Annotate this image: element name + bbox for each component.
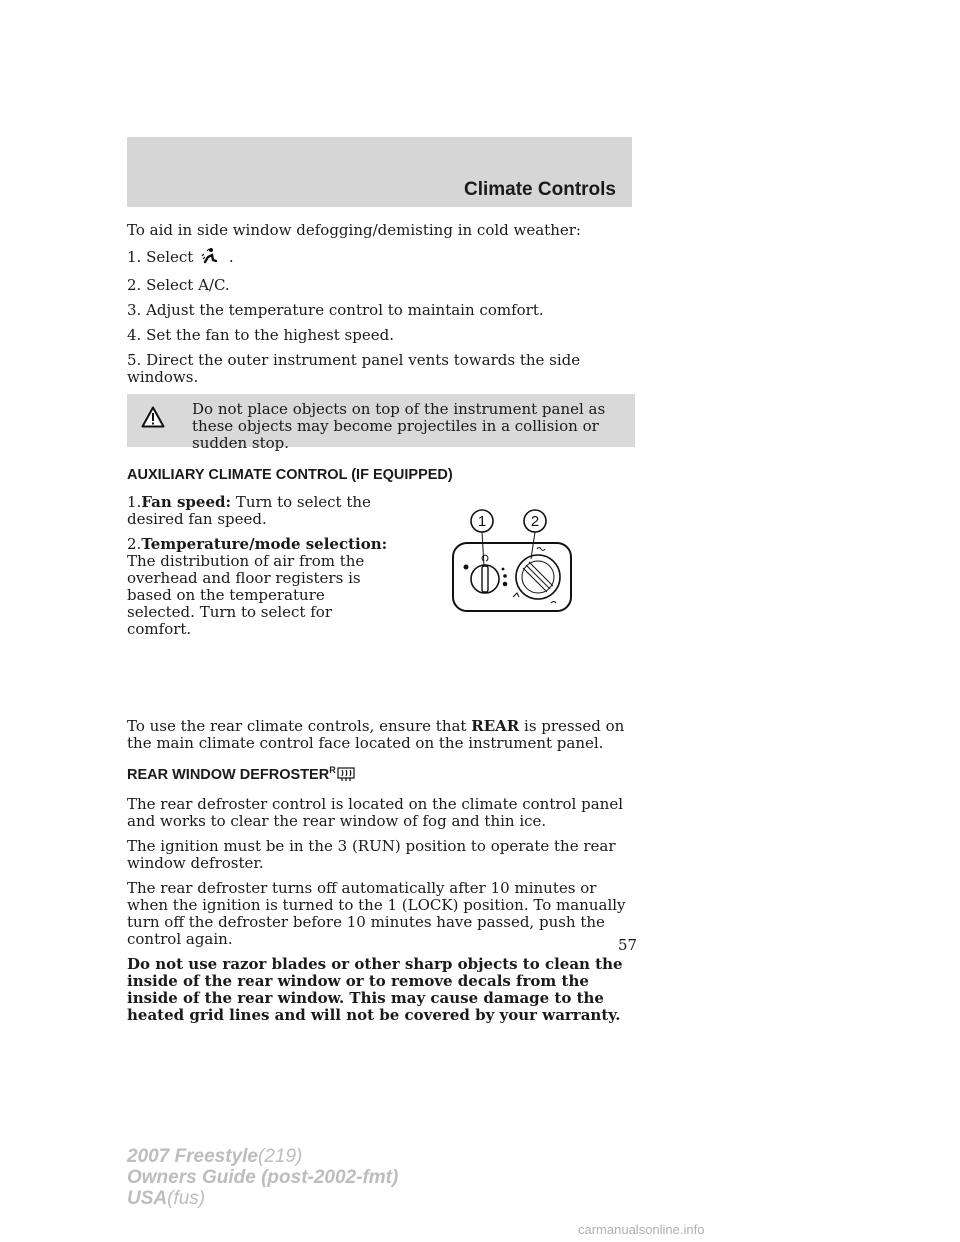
footer-model-code: (219) (258, 1146, 303, 1167)
defroster-heading-sup: R (329, 765, 336, 775)
defog-step-5: 5. Direct the outer instrument panel vents towards the side windows. (127, 351, 581, 386)
defroster-paragraph-3: The rear defroster turns off automatically after 10 minutes or when the ignition is turned to the 1 (LOCK) position. To manually turn off the defroster before 10 minutes have passed, push the control again. (127, 878, 626, 948)
defroster-paragraph-2: The ignition must be in the 3 (RUN) position to operate the rear window defroster. (127, 836, 616, 872)
aux-item-2-text: The distribution of air from the overhead and floor registers is based on the temperature selected. Turn to select for comfort. (127, 552, 365, 638)
callout-1 (471, 510, 493, 532)
defroster-paragraph-1: The rear defroster control is located on the climate control panel and works to clear the rear window of fog and thin ice. (127, 794, 624, 830)
aux-control-figure (451, 509, 573, 613)
aux-item-1-number: 1. (127, 493, 142, 511)
footer-line-1 (127, 1146, 398, 1167)
footer-info (127, 1146, 398, 1209)
callout-2 (524, 510, 546, 532)
page-number: 57 (618, 936, 638, 954)
defog-step-1-suffix: . (228, 248, 234, 266)
defog-step-2: 2. Select A/C. (127, 276, 230, 294)
rear-defrost-icon (337, 767, 355, 786)
footer-model: 2007 Freestyle (127, 1146, 258, 1167)
aux-note-rear: REAR (471, 717, 520, 735)
aux-heading: AUXILIARY CLIMATE CONTROL (IF EQUIPPED) (127, 467, 453, 483)
callout-2-label: 2 (530, 513, 540, 530)
warning-text: Do not place objects on top of the instrument panel as these objects may become projectiles in a collision or sudden stop. (192, 400, 606, 452)
defroster-heading-text: REAR WINDOW DEFROSTER (127, 766, 330, 783)
defog-intro: To aid in side window defogging/demisting in cold weather: (127, 221, 581, 239)
section-header-band (127, 137, 632, 207)
aux-item-fan-speed (127, 494, 397, 528)
aux-item-1-label: Fan speed: (141, 493, 232, 511)
defroster-heading (127, 762, 635, 786)
defog-step-1 (127, 247, 635, 269)
aux-note-rest: is pressed on the main climate control face located on the instrument panel. (127, 717, 625, 752)
callout-1-label: 1 (477, 513, 487, 530)
defroster-caution-text: Do not use razor blades or other sharp objects to clean the inside of the rear window or to remove decals from the inside of the rear window. This may cause damage to the heated grid lines and will not be covered by your warranty. (127, 954, 623, 1024)
aux-note-bold-prefix: To use the rear climate controls, ensure that (127, 717, 472, 735)
footer-line-3 (127, 1188, 398, 1209)
warning-box (127, 394, 635, 452)
aux-text-column (127, 494, 397, 638)
defroster-caution (127, 956, 635, 1024)
aux-note (127, 718, 635, 752)
aux-item-2-label: Temperature/mode selection: (141, 535, 388, 553)
section-title: Climate Controls (463, 179, 616, 200)
footer-line-2 (127, 1167, 398, 1188)
aux-item-temperature (127, 536, 397, 638)
defog-step-3: 3. Adjust the temperature control to maintain comfort. (127, 301, 544, 319)
footer-guide: Owners Guide (post-2002-fmt) (127, 1167, 399, 1188)
warning-triangle-icon (141, 406, 165, 432)
page-content (127, 221, 638, 1032)
watermark: carmanualsonline.info (578, 1222, 705, 1237)
footer-market: USA (127, 1188, 168, 1209)
floor-defrost-mode-icon (200, 247, 218, 269)
defog-step-4: 4. Set the fan to the highest speed. (127, 326, 394, 344)
defog-step-1-prefix: 1. Select (127, 248, 194, 266)
footer-market-code: (fus) (167, 1188, 206, 1209)
aux-item-1-text: Turn to select the desired fan speed. (127, 493, 371, 528)
aux-section (127, 494, 635, 718)
aux-item-2-number: 2. (127, 535, 142, 553)
